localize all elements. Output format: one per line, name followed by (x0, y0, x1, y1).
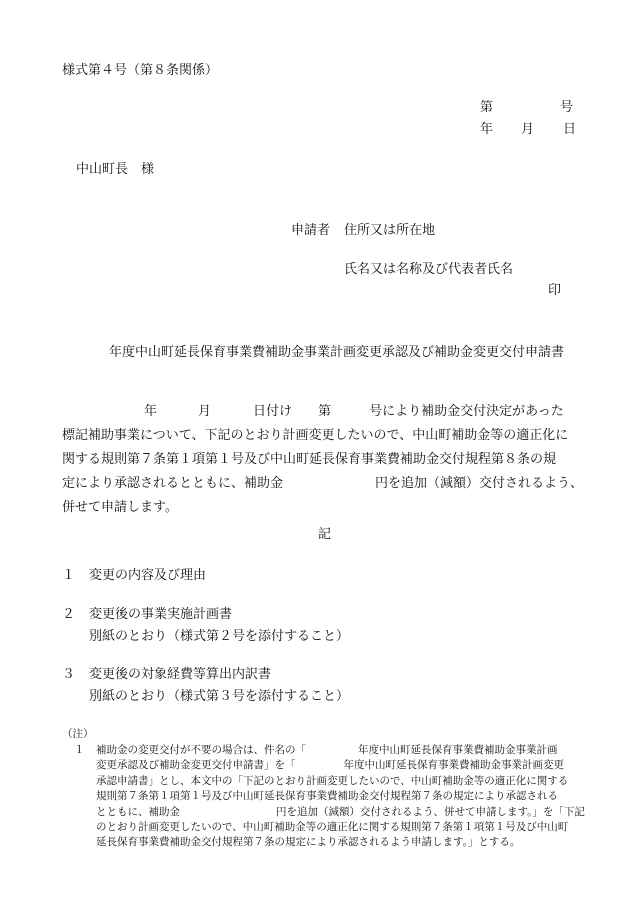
ref-number-dai: 第 (480, 100, 494, 115)
date-nen: 年 (480, 122, 494, 137)
document-title: 年度中山町延長保育事業費補助金事業計画変更承認及び補助金変更交付申請書 (109, 345, 565, 360)
item-1-label: 変更の内容及び理由 (89, 568, 207, 583)
note-line-1: １ 補助金の変更交付が不要の場合は、件名の「 年度中山町延長保育事業費補助金事業計画 (74, 743, 594, 758)
note-line-6: のとおり計画変更したいので、中山町補助金等の適正化に関する規則第７条第１項第１号及び中山町 (96, 821, 569, 834)
note-block (74, 743, 594, 851)
applicant-address-label: 住所又は所在地 (344, 223, 436, 238)
date-tsuki: 月 (521, 122, 535, 137)
body-line-2: 標記補助事業について、下記のとおり計画変更したいので、中山町補助金等の適正化に (62, 428, 569, 443)
ki-heading: 記 (318, 527, 332, 542)
applicant-name-label: 氏名又は名称及び代表者氏名 (344, 262, 514, 277)
body-line-4: 定により承認されるとともに、補助金 円を追加（減額）交付されるよう、 (62, 476, 584, 491)
note-line-7: 延長保育事業費補助金交付規程第７条の規定により承認されるよう申請します。」とする。 (96, 836, 521, 849)
note-line-5: とともに、補助金 円を追加（減額）交付されるよう、併せて申請します。」を「下記 (96, 805, 585, 818)
item-3-label: 変更後の対象経費等算出内訳書 (89, 667, 272, 682)
item-2-sub: 別紙のとおり（様式第２号を添付すること） (89, 629, 350, 644)
ref-number-go: 号 (560, 100, 574, 115)
date-hi: 日 (563, 122, 577, 137)
item-3-number: ３ (62, 667, 76, 682)
item-1-number: １ (62, 568, 76, 583)
note-line-3: 承認申請書」とし、本文中の「下記のとおり計画変更したいので、中山町補助金等の適正化に関する (96, 774, 569, 787)
note-heading: （注） (62, 728, 94, 740)
applicant-label: 申請者 (291, 223, 331, 238)
note-line-4: 規則第７条第１項第１号及び中山町延長保育事業費補助金交付規程第７条の規定により承認される (96, 790, 558, 803)
note-number: １ (74, 744, 85, 756)
item-3-sub: 別紙のとおり（様式第３号を添付すること） (89, 689, 350, 704)
body-line-5: 併せて申請します。 (62, 500, 178, 515)
form-label: 様式第４号（第８条関係） (62, 63, 219, 78)
note-line-2: 変更承認及び補助金変更交付申請書」を「 年度中山町延長保育事業費補助金事業計画変更 (96, 759, 564, 772)
addressee: 中山町長 様 (76, 162, 155, 177)
seal-mark: 印 (548, 283, 562, 298)
body-line-3: 関する規則第７条第１項第１号及び中山町延長保育事業費補助金交付規程第８条の規 (62, 452, 557, 467)
body-line-1: 年 月 日付け 第 号により補助金交付決定があった (144, 404, 564, 419)
item-2-number: ２ (62, 607, 76, 622)
body-paragraph (62, 400, 592, 520)
item-2-label: 変更後の事業実施計画書 (89, 607, 233, 622)
